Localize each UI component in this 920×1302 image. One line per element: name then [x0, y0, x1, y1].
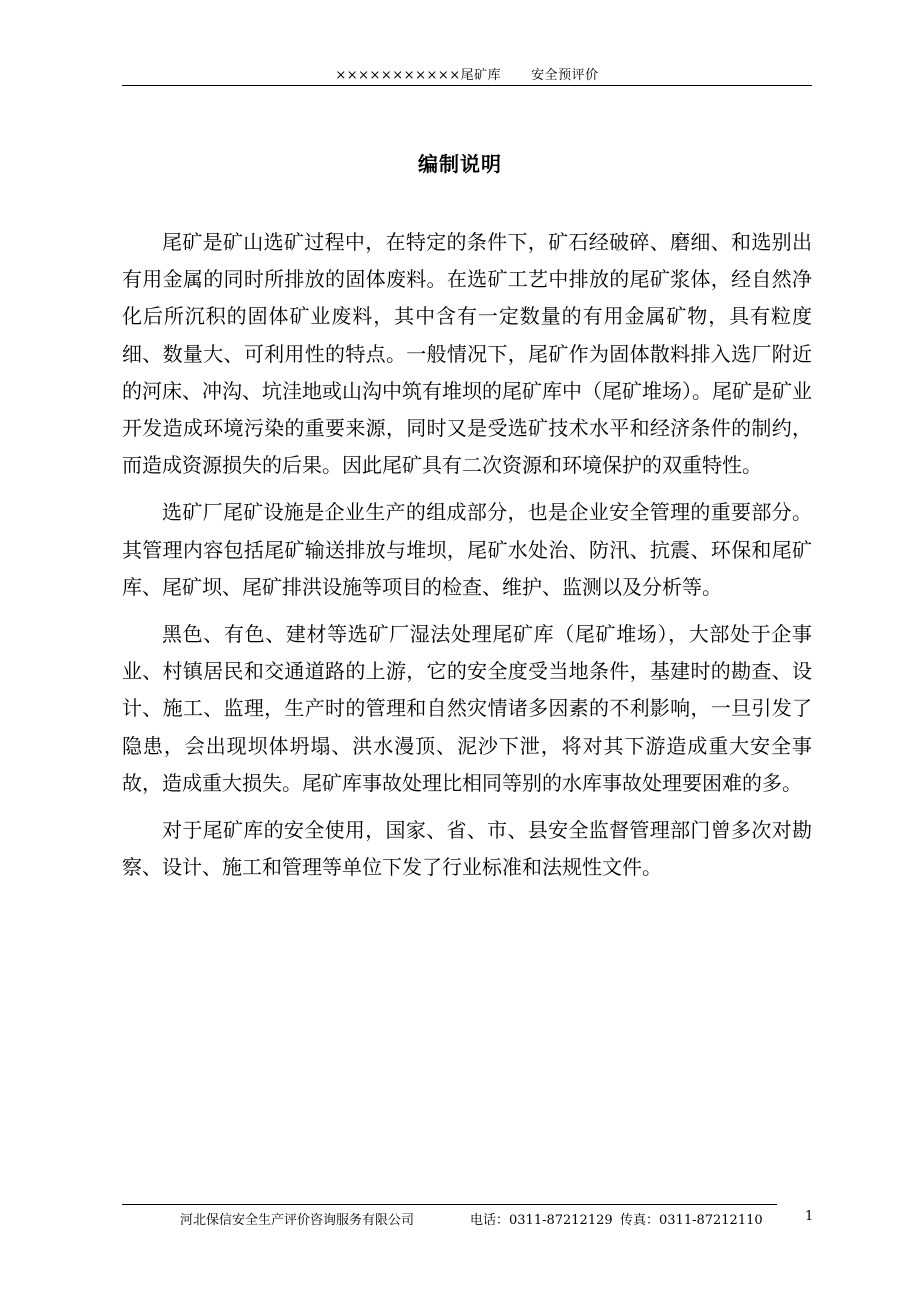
- paragraph-3: 黑色、有色、建材等选矿厂湿法处理尾矿库（尾矿堆场），大部处于企事业、村镇居民和交通道路的上游，它的安全度受当地条件，基建时的勘查、设计、施工、监理，生产时的管理和自然灾情诸多因素的不利影响，一旦引发了隐患，会出现坝体坍塌、洪水漫顶、泥沙下泄，将对其下游造成重大安全事故，造成重大损失。尾矿库事故处理比相同等别的水库事故处理要困难的多。: [122, 622, 812, 795]
- paragraph-1: 尾矿是矿山选矿过程中，在特定的条件下，矿石经破碎、磨细、和选别出有用金属的同时所排放的固体废料。在选矿工艺中排放的尾矿浆体，经自然净化后所沉积的固体矿业废料，其中含有一定数量的有用金属矿物，具有粒度细、数量大、可利用性的特点。一般情况下，尾矿作为固体散料排入选厂附近的河床、冲沟、坑洼地或山沟中筑有堆坝的尾矿库中（尾矿堆场）。尾矿是矿业开发造成环境污染的重要来源，同时又是受选矿技术水平和经济条件的制约，而造成资源损失的后果。因此尾矿具有二次资源和环境保护的双重特性。: [122, 230, 812, 478]
- footer-divider: [122, 1204, 777, 1205]
- paragraph-4: 对于尾矿库的安全使用，国家、省、市、县安全监督管理部门曾多次对勘察、设计、施工和管理等单位下发了行业标准和法规性文件。: [122, 818, 812, 880]
- footer-fax: 传真：0311-87212110: [620, 1213, 763, 1228]
- header-doc-type: 安全预评价: [531, 68, 599, 83]
- header-divider: [122, 85, 812, 86]
- footer-company: 河北保信安全生产评价咨询服务有限公司: [180, 1213, 415, 1228]
- document-body: [122, 224, 812, 896]
- header-project-name: ×××××××××××尾矿库: [335, 68, 502, 83]
- paragraph-2: 选矿厂尾矿设施是企业生产的组成部分，也是企业安全管理的重要部分。其管理内容包括尾矿输送排放与堆坝，尾矿水处治、防汛、抗震、环保和尾矿库、尾矿坝、尾矿排洪设施等项目的检查、维护、监测以及分析等。: [122, 500, 812, 599]
- page-title: 编制说明: [418, 152, 502, 176]
- page-header: [122, 64, 812, 83]
- footer-phone: 电话：0311-87212129: [470, 1213, 613, 1228]
- page-number: 1: [805, 1209, 814, 1224]
